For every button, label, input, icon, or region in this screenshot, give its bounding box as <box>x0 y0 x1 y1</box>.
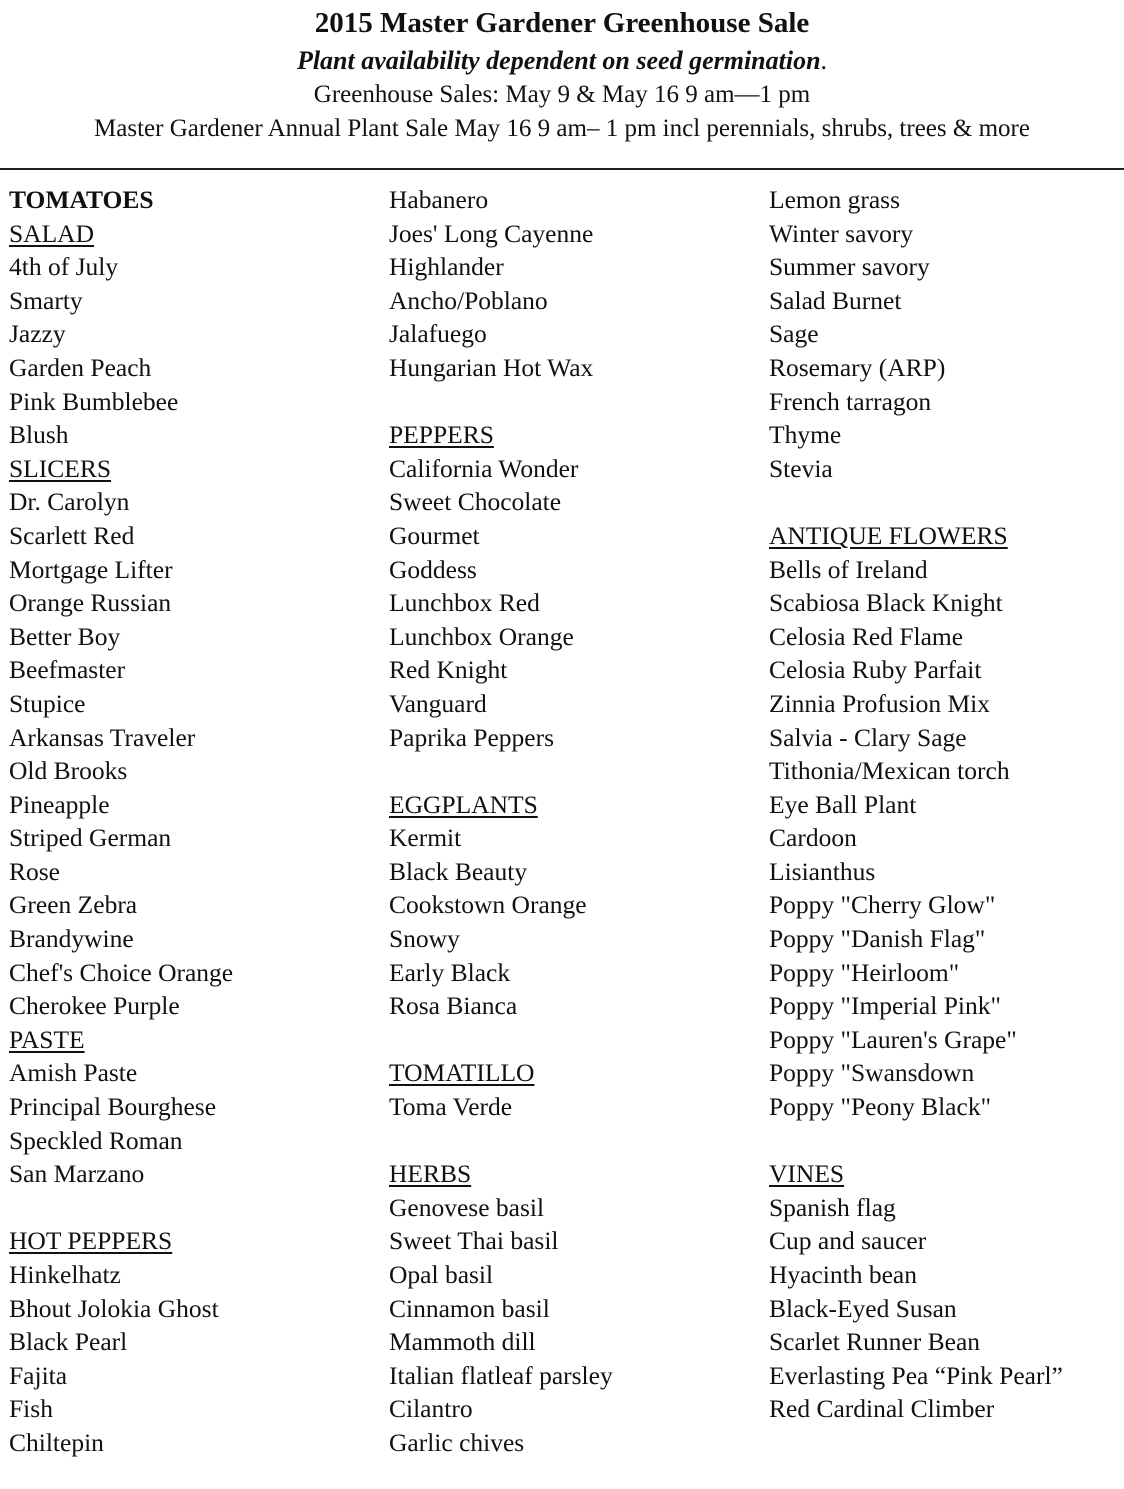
plant-item: Thyme <box>769 420 842 450</box>
plant-item: Salvia - Clary Sage <box>769 722 967 752</box>
annual-sale-info: Master Gardener Annual Plant Sale May 16 9 am– 1 pm incl perennials, shrubs, trees & more <box>94 115 1030 142</box>
plant-item: Mortgage Lifter <box>9 554 173 584</box>
plant-item: Jazzy <box>9 319 66 349</box>
plant-item: Salad Burnet <box>769 285 902 315</box>
list-herbs-continued <box>769 183 1119 485</box>
list-hot-peppers-continued <box>389 183 759 385</box>
plant-item: Early Black <box>389 957 511 987</box>
plant-item: Cardoon <box>769 823 857 853</box>
plant-item: Fish <box>9 1394 53 1424</box>
plant-item: Principal Bourghese <box>9 1092 217 1122</box>
plant-item: Sweet Thai basil <box>389 1226 559 1256</box>
plant-item: California Wonder <box>389 453 579 483</box>
plant-item: Cup and saucer <box>769 1226 927 1256</box>
plant-item: Blush <box>9 420 69 450</box>
plant-item: Pink Bumblebee <box>9 386 179 416</box>
plant-item: Beefmaster <box>9 655 126 685</box>
plant-item: Mammoth dill <box>389 1327 536 1357</box>
plant-item: Rosa Bianca <box>389 991 518 1021</box>
column-2 <box>389 183 759 1460</box>
plant-item: Cilantro <box>389 1394 473 1424</box>
plant-item: Celosia Red Flame <box>769 621 964 651</box>
spacer <box>769 1124 1119 1158</box>
plant-item: Celosia Ruby Parfait <box>769 655 982 685</box>
plant-item: Hungarian Hot Wax <box>389 352 594 382</box>
spacer <box>389 754 759 788</box>
heading-hot-peppers: HOT PEPPERS <box>9 1226 173 1256</box>
plant-item: Cinnamon basil <box>389 1293 550 1323</box>
plant-item: Speckled Roman <box>9 1125 183 1155</box>
plant-item: Summer savory <box>769 252 930 282</box>
plant-item: Hyacinth bean <box>769 1260 917 1289</box>
plant-item: Opal basil <box>389 1260 494 1289</box>
plant-item: Stupice <box>9 688 86 718</box>
heading-slicers: SLICERS <box>9 453 112 483</box>
plant-item: Paprika Peppers <box>389 722 555 752</box>
plant-item: Tithonia/Mexican torch <box>769 756 1010 786</box>
plant-item: 4th of July <box>9 252 119 282</box>
plant-item: Lisianthus <box>769 856 876 886</box>
plant-item: Amish Paste <box>9 1058 138 1088</box>
spacer <box>389 1124 759 1158</box>
list-paste <box>9 1056 379 1190</box>
list-eggplants <box>389 821 759 1023</box>
plant-item: Jalafuego <box>389 319 487 349</box>
plant-item: Scarlett Red <box>9 520 135 550</box>
plant-item: Red Knight <box>389 655 508 685</box>
plant-item: Vanguard <box>389 688 487 718</box>
plant-item: Brandywine <box>9 924 134 954</box>
greenhouse-sale-dates: Greenhouse Sales: May 9 & May 16 9 am—1 pm <box>313 81 811 108</box>
plant-item: Highlander <box>389 252 504 282</box>
list-peppers <box>389 452 759 754</box>
plant-item: Poppy "Swansdown <box>769 1058 975 1088</box>
plant-item: Rosemary (ARP) <box>769 352 946 382</box>
plant-item: Scarlet Runner Bean <box>769 1327 981 1357</box>
heading-tomatillo: TOMATILLO <box>389 1058 535 1088</box>
plant-item: Scabiosa Black Knight <box>769 588 1003 618</box>
plant-item: Orange Russian <box>9 588 172 618</box>
plant-item: Lemon grass <box>769 185 901 214</box>
heading-eggplants: EGGPLANTS <box>389 789 538 819</box>
plant-item: Goddess <box>389 554 477 584</box>
plant-item: Black Beauty <box>389 856 528 886</box>
plant-item: Gourmet <box>389 520 480 550</box>
plant-item: Kermit <box>389 823 462 853</box>
plant-item: Habanero <box>389 185 489 214</box>
plant-item: French tarragon <box>769 386 932 416</box>
availability-note <box>0 44 1124 78</box>
plant-item: Sage <box>769 319 819 349</box>
plant-item: San Marzano <box>9 1159 145 1189</box>
spacer <box>769 485 1119 519</box>
plant-item: Eye Ball Plant <box>769 789 917 819</box>
list-hot-peppers <box>9 1258 379 1460</box>
page-title: 2015 Master Gardener Greenhouse Sale <box>314 7 810 39</box>
spacer <box>389 1023 759 1057</box>
column-3 <box>769 183 1119 1426</box>
plant-item: Striped German <box>9 823 172 853</box>
plant-item: Arkansas Traveler <box>9 722 196 752</box>
plant-item: Lunchbox Red <box>389 588 540 618</box>
plant-item: Ancho/Poblano <box>389 285 548 315</box>
heading-peppers: PEPPERS <box>389 420 494 450</box>
list-vines <box>769 1191 1119 1426</box>
plant-item: Hinkelhatz <box>9 1260 121 1289</box>
plant-item: Poppy "Lauren's Grape" <box>769 1024 1017 1054</box>
heading-herbs: HERBS <box>389 1159 472 1189</box>
plant-item: Poppy "Cherry Glow" <box>769 890 996 920</box>
plant-item: Poppy "Heirloom" <box>769 957 960 987</box>
list-herbs <box>389 1191 759 1460</box>
availability-note-period: . <box>820 46 828 75</box>
plant-item: Snowy <box>389 924 460 954</box>
plant-item: Poppy "Peony Black" <box>769 1092 991 1122</box>
plant-item: Toma Verde <box>389 1092 513 1122</box>
plant-item: Sweet Chocolate <box>389 487 562 517</box>
heading-antique-flowers: ANTIQUE FLOWERS <box>769 520 1008 550</box>
plant-item: Pineapple <box>9 789 110 819</box>
heading-vines: VINES <box>769 1159 845 1189</box>
plant-item: Winter savory <box>769 218 914 248</box>
plant-item: Bells of Ireland <box>769 554 928 584</box>
plant-item: Chiltepin <box>9 1427 104 1457</box>
plant-item: Italian flatleaf parsley <box>389 1360 613 1390</box>
plant-item: Chef's Choice Orange <box>9 957 234 987</box>
plant-item: Cookstown Orange <box>389 890 587 920</box>
plant-item: Stevia <box>769 453 833 483</box>
spacer <box>389 385 759 419</box>
plant-item: Poppy "Danish Flag" <box>769 924 986 954</box>
plant-item: Smarty <box>9 285 83 315</box>
list-salad <box>9 250 379 452</box>
heading-paste: PASTE <box>9 1024 85 1054</box>
plant-item: Genovese basil <box>389 1192 545 1222</box>
spacer <box>9 1191 379 1225</box>
plant-item: Green Zebra <box>9 890 138 920</box>
list-tomatillo <box>389 1090 759 1124</box>
list-slicers <box>9 485 379 1023</box>
plant-item: Fajita <box>9 1360 68 1390</box>
plant-item: Bhout Jolokia Ghost <box>9 1293 219 1323</box>
plant-item: Garden Peach <box>9 352 152 382</box>
list-antique-flowers <box>769 553 1119 1124</box>
plant-item: Rose <box>9 856 60 886</box>
header-divider <box>0 168 1124 170</box>
availability-note-text: Plant availability dependent on seed germination <box>296 46 821 75</box>
plant-item: Black Pearl <box>9 1327 128 1357</box>
plant-item: Cherokee Purple <box>9 991 180 1021</box>
plant-item: Zinnia Profusion Mix <box>769 688 990 718</box>
plant-item: Lunchbox Orange <box>389 621 574 651</box>
plant-item: Poppy "Imperial Pink" <box>769 991 1001 1021</box>
column-1 <box>9 183 379 1460</box>
plant-item: Red Cardinal Climber <box>769 1394 995 1424</box>
plant-item: Old Brooks <box>9 756 128 786</box>
section-title-tomatoes: TOMATOES <box>9 185 154 214</box>
plant-item: Better Boy <box>9 621 121 651</box>
plant-item: Joes' Long Cayenne <box>389 218 594 248</box>
plant-item: Everlasting Pea “Pink Pearl” <box>769 1360 1063 1390</box>
plant-item: Garlic chives <box>389 1427 525 1457</box>
heading-salad: SALAD <box>9 218 95 248</box>
plant-item: Black-Eyed Susan <box>769 1293 957 1323</box>
plant-item: Dr. Carolyn <box>9 487 130 517</box>
plant-item: Spanish flag <box>769 1192 896 1222</box>
